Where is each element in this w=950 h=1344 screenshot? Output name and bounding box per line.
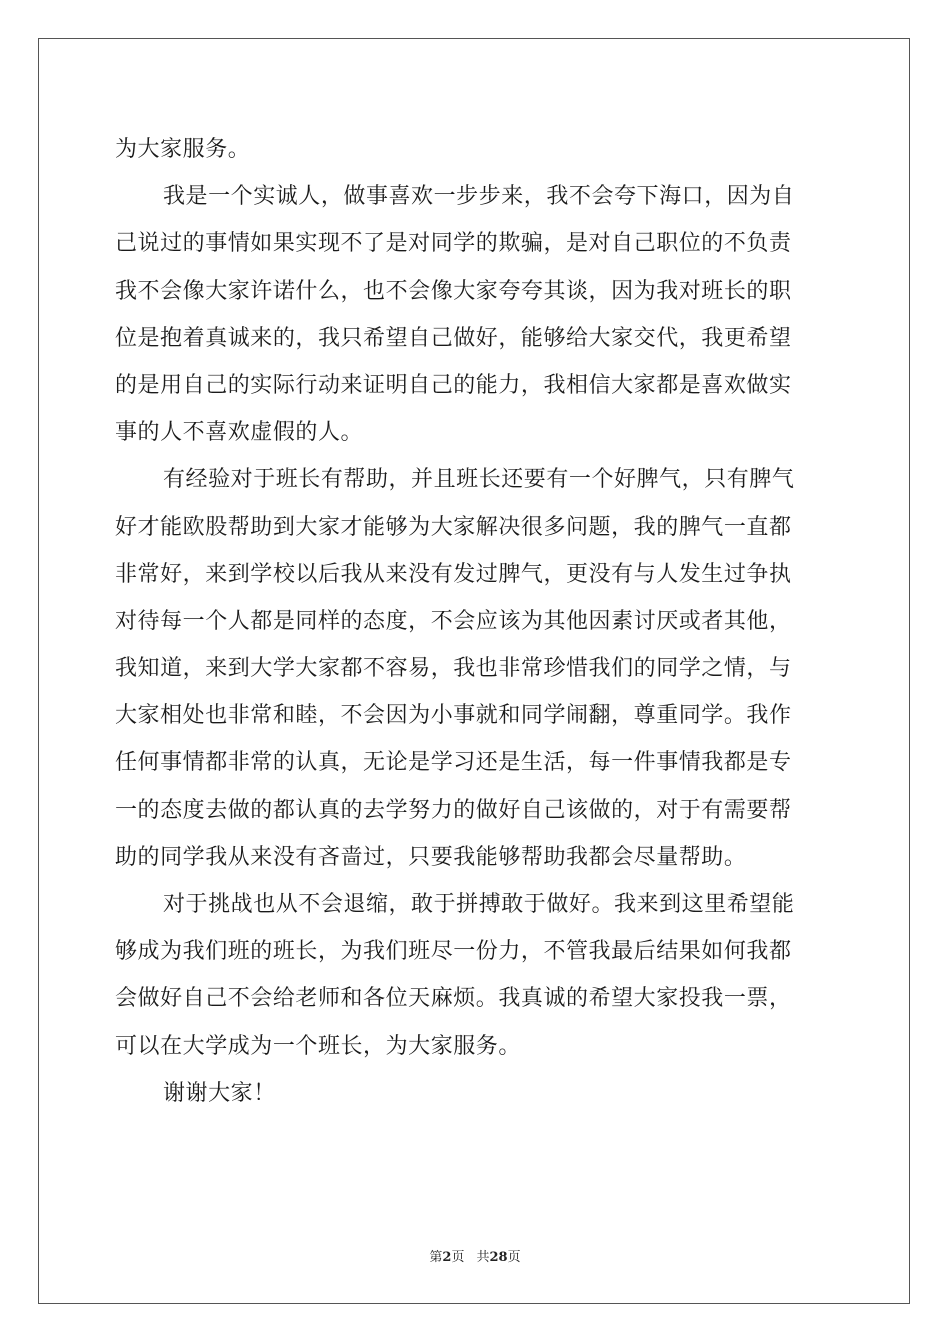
- page-prefix: 第: [429, 1250, 443, 1265]
- text-line: 事的人不喜欢虚假的人。: [115, 420, 364, 446]
- text-line: 好才能欧股帮助到大家才能够为大家解决很多问题，我的脾气一直都: [115, 514, 792, 540]
- total-pages: 28: [489, 1250, 508, 1265]
- text-line: 会做好自己不会给老师和各位天麻烦。我真诚的希望大家投我一票，: [115, 986, 792, 1012]
- document-body: [115, 126, 831, 1117]
- text-line: 我不会像大家许诺什么，也不会像大家夸夸其谈，因为我对班长的职: [115, 278, 792, 304]
- text-line: 谢谢大家！: [163, 1080, 276, 1106]
- page-number: 2: [442, 1250, 452, 1265]
- text-line: 我知道，来到大学大家都不容易，我也非常珍惜我们的同学之情，与: [115, 656, 792, 682]
- total-prefix: 共: [476, 1250, 490, 1265]
- text-line: 可以在大学成为一个班长，为大家服务。: [115, 1033, 521, 1059]
- page-footer: [0, 1246, 950, 1265]
- total-suffix: 页: [507, 1250, 521, 1265]
- text-line: 为大家服务。: [115, 137, 251, 162]
- text-line: 非常好，来到学校以后我从来没有发过脾气，更没有与人发生过争执: [115, 561, 792, 587]
- text-line: 我是一个实诚人，做事喜欢一步步来，我不会夸下海口，因为自: [163, 184, 795, 210]
- text-line: 助的同学我从来没有吝啬过，只要我能够帮助我都会尽量帮助。: [115, 844, 747, 870]
- text-line: 一的态度去做的都认真的去学努力的做好自己该做的，对于有需要帮: [115, 797, 792, 823]
- text-line: 对于挑战也从不会退缩，敢于拼搏敢于做好。我来到这里希望能: [163, 892, 795, 917]
- text-line: 有经验对于班长有帮助，并且班长还要有一个好脾气，只有脾气: [163, 467, 795, 493]
- text-line: 位是抱着真诚来的，我只希望自己做好，能够给大家交代，我更希望: [115, 325, 792, 351]
- text-line: 己说过的事情如果实现不了是对同学的欺骗，是对自己职位的不负责: [115, 231, 792, 257]
- text-line: 对待每一个人都是同样的态度，不会应该为其他因素讨厌或者其他，: [115, 608, 792, 634]
- text-line: 够成为我们班的班长，为我们班尽一份力，不管我最后结果如何我都: [115, 939, 792, 965]
- text-line: 大家相处也非常和睦，不会因为小事就和同学闹翻，尊重同学。我作: [115, 703, 792, 729]
- page-suffix: 页: [451, 1250, 465, 1265]
- text-line: 任何事情都非常的认真，无论是学习还是生活，每一件事情我都是专: [115, 750, 792, 776]
- text-line: 的是用自己的实际行动来证明自己的能力，我相信大家都是喜欢做实: [115, 372, 792, 398]
